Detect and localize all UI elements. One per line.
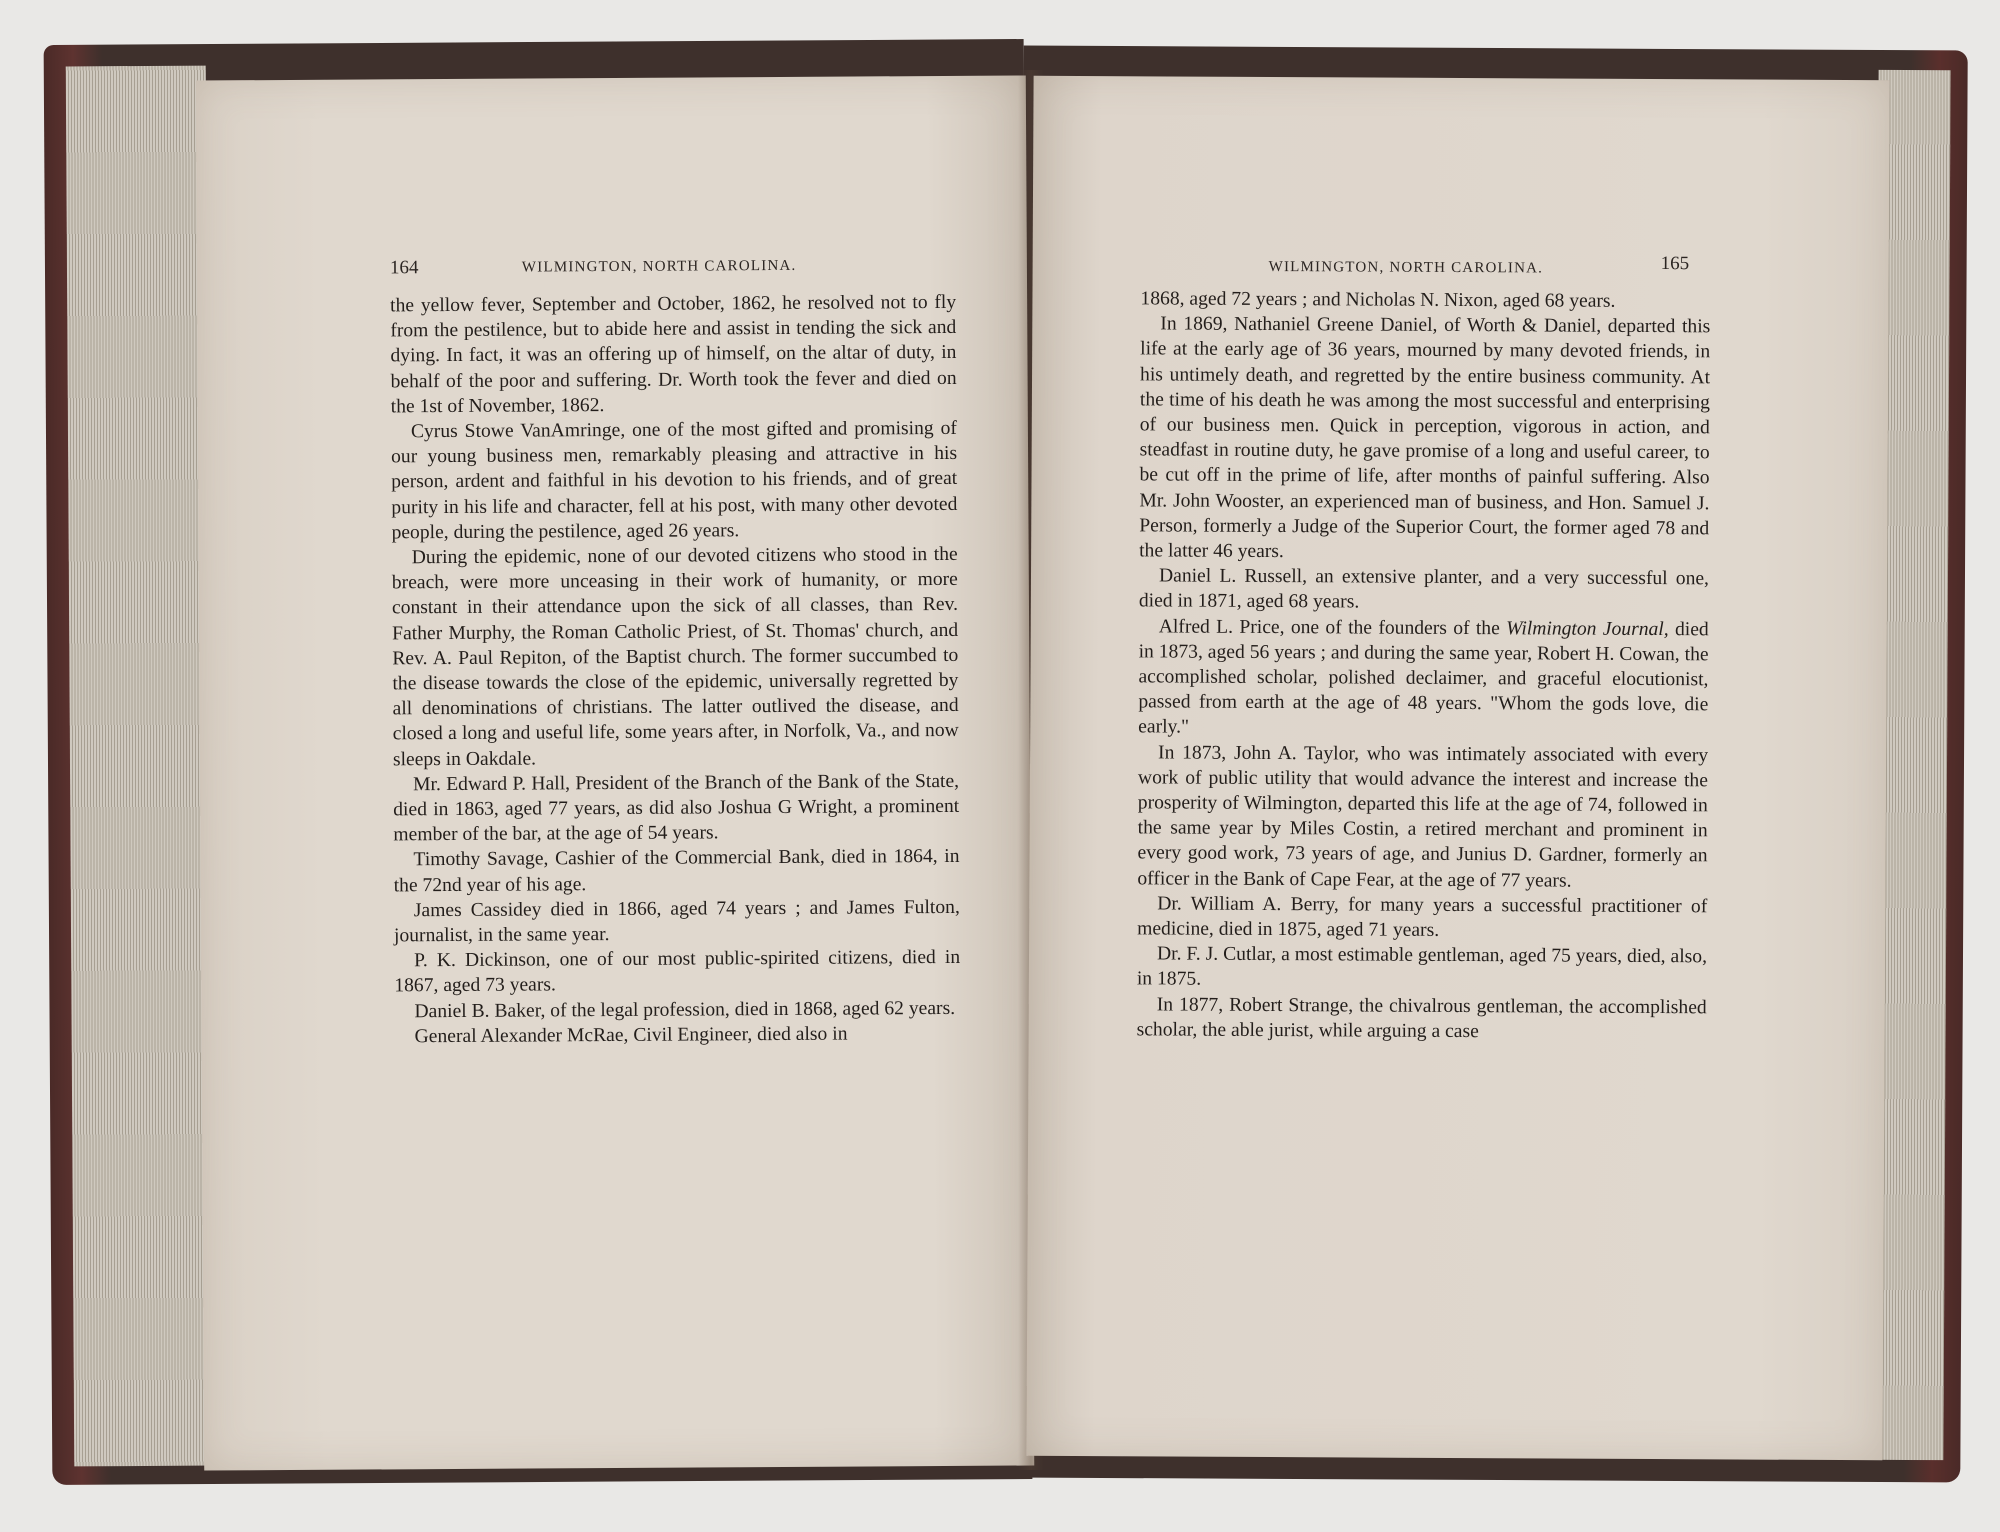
paragraph: Daniel B. Baker, of the legal profession, died in 1868, aged 62 years. [414,997,956,1022]
paragraph [1138,614,1709,743]
running-head-right: WILMINGTON, NORTH CAROLINA. [1268,259,1544,277]
paragraph: In 1873, John A. Taylor, who was intimately associated with every work of public utility that would advance the interest and increase the prosperity of Wilmington, departed this life at the age of 74, followed in the same year by Miles Costin, a retired merchant and prominent in every good work, 73 years of age, and Junius D. Gardner, formerly an officer in the Bank of Cape Fear, at the age of 77 years. [1137,742,1709,892]
paragraph-text: died in 1873, aged 56 years ; and during the same year, Robert H. Cowan, the accomplished scholar, polished declaimer, and graceful elocutionist, passed from earth at the age of 48 years. "Whom the gods love, die early." [1138,618,1709,739]
newspaper-title: Wilmington Journal, [1506,617,1669,640]
paragraph: the yellow fever, September and October, 1862, he resolved not to fly from the pestilence, but to abide here and assist in tending the sick and dying. In fact, it was an offering up of himself, on the altar of duty, in behalf of the poor and suffering. Dr. Worth took the fever and died on the 1st of November, 1862. [390,291,957,418]
page-edges-left [66,66,215,1467]
paragraph: Timothy Savage, Cashier of the Commercial Bank, died in 1864, in the 72nd year of his age. [393,846,960,897]
paragraph-text: Alfred L. Price, one of the founders of the [1158,616,1500,639]
paragraph: During the epidemic, none of our devoted citizens who stood in the breach, were more unceasing in their work of humanity, or more constant in their attendance upon the sick of all classes, than Rev. Father Murphy, the Roman Catholic Priest, of St. Thomas' church, and Rev. A. Paul Repiton, of the Baptist church. The former succumbed to the disease towards the close of the epidemic, universally regretted by all denominations of christians. The latter outlived the disease, and closed a long and useful life, some years after, in Norfolk, Va., and now sleeps in Oakdale. [391,543,959,771]
paragraph: Mr. Edward P. Hall, President of the Branch of the Bank of the State, died in 1863, aged 77 years, as did also Joshua G Wright, a prominent member of the bar, at the age of 54 years. [393,770,960,846]
page-number-right: 165 [1660,253,1690,275]
paragraph: Daniel L. Russell, an extensive planter, and a very successful one, died in 1871, aged 68 years. [1138,565,1710,613]
paragraph: Cyrus Stowe VanAmringe, one of the most gifted and promising of our young business men, remarkably pleasing and attractive in his person, ardent and faithful in his devotion to his friends, and of great purity in his life and character, fell at his post, with many other devoted people, during the pestilence, aged 26 years. [391,417,958,544]
right-page [1026,76,1889,1460]
paragraph: General Alexander McRae, Civil Engineer, died also in [414,1023,848,1048]
paragraph: In 1869, Nathaniel Greene Daniel, of Worth & Daniel, departed this life at the early age of 36 years, mourned by many devoted friends, in his untimely death, and regretted by the entire business community. At the time of his death he was among the most successful and enterprising of our business men. Quick in perception, vigorous in action, and steadfast in routine duty, he gave promise of a long and useful career, to be cut off in the prime of life, after months of painful suffering. Also Mr. John Wooster, an experienced man of business, and Hon. Samuel J. Person, formerly a Judge of the Superior Court, the former aged 78 and the latter 46 years. [1139,313,1711,563]
paragraph: Dr. F. J. Cutlar, a most estimable gentleman, aged 75 years, died, also, in 1875. [1136,943,1708,991]
paragraph: P. K. Dickinson, one of our most public-spirited citizens, died in 1867, aged 73 years. [394,947,961,997]
paragraph: 1868, aged 72 years ; and Nicholas N. Nixon, aged 68 years. [1140,288,1616,312]
left-page [196,75,1034,1470]
running-head-left: WILMINGTON, NORTH CAROLINA. [521,257,797,276]
left-page-body [390,290,961,1050]
paragraph: Dr. William A. Berry, for many years a successful practitioner of medicine, died in 1875, aged 71 years. [1137,893,1708,941]
paragraph: James Cassidey died in 1866, aged 74 years ; and James Fulton, journalist, in the same year. [393,896,960,947]
paragraph: In 1877, Robert Strange, the chivalrous gentleman, the accomplished scholar, the able jurist, while arguing a case [1136,994,1707,1043]
page-number-left: 164 [389,257,419,279]
right-page-body [1137,286,1711,1045]
